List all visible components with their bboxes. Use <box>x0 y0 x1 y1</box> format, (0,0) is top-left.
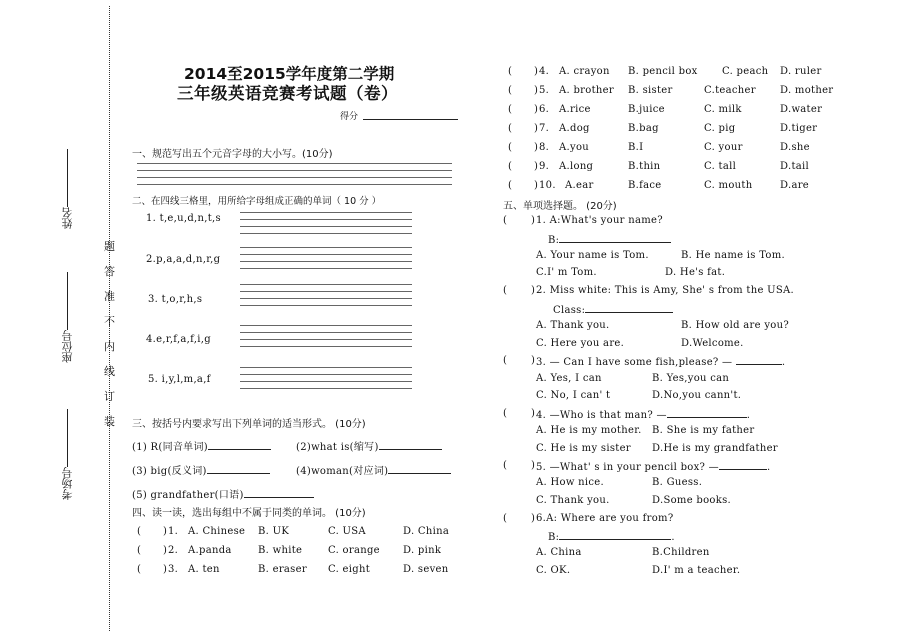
answer-bracket: ( <box>503 215 508 226</box>
option-b: B. Guess. <box>652 477 703 488</box>
exam-room-field[interactable] <box>60 405 76 500</box>
option-c: C. He is my sister <box>536 443 631 454</box>
option-c: C. mouth <box>704 180 753 191</box>
option-a: A.panda <box>188 545 232 556</box>
name-field[interactable] <box>60 145 76 229</box>
answer-blank[interactable] <box>559 233 671 243</box>
option-c: C. Thank you. <box>536 495 610 506</box>
option-c: C. peach <box>722 66 769 77</box>
answer-bracket: ( <box>503 285 508 296</box>
option-a: A.long <box>559 161 594 172</box>
option-a: A. Your name is Tom. <box>536 250 649 261</box>
option-b: B.juice <box>628 104 665 115</box>
option-a: A. crayon <box>559 66 610 77</box>
option-b: B. Yes,you can <box>652 373 730 384</box>
option-b: B. eraser <box>258 564 307 575</box>
score-blank[interactable] <box>363 119 458 120</box>
section3-heading: 三、按括号内要求写出下列单词的适当形式。 (10分) <box>132 419 366 430</box>
option-d: D. pink <box>403 545 442 556</box>
option-d: D.are <box>780 180 809 191</box>
answer-bracket: ( <box>503 408 508 419</box>
option-c: C. No, I can' t <box>536 390 611 401</box>
answer-blank[interactable] <box>207 464 270 474</box>
option-d: D.tail <box>780 161 810 172</box>
section2-item: 5. i,y,l,m,a,f <box>148 374 211 385</box>
question-stem: 3. — Can I have some fish,please? — . <box>536 357 786 368</box>
answer-line: B: . <box>548 532 675 543</box>
option-a: A. How nice. <box>536 477 604 488</box>
option-c: C. eight <box>328 564 371 575</box>
option-c: C. Here you are. <box>536 338 625 349</box>
answer-blank[interactable] <box>736 355 782 365</box>
option-b: B. pencil box <box>628 66 698 77</box>
option-c: C. pig <box>704 123 736 134</box>
option-d: D. ruler <box>780 66 822 77</box>
section2-item: 2.p,a,a,d,n,r,g <box>146 254 221 265</box>
section5-heading: 五、单项选择题。 (20分) <box>503 201 617 212</box>
option-b: B.I <box>628 142 644 153</box>
seat-number-label: 座位号 <box>61 330 74 363</box>
question-stem: 4. —Who is that man? — . <box>536 410 751 421</box>
section3-item: (2)what is(缩写) <box>296 438 442 453</box>
answer-bracket: ( <box>503 355 508 366</box>
score-label: 得分 <box>340 112 359 122</box>
option-d: D.He is my grandfather <box>652 443 778 454</box>
option-d: D. seven <box>403 564 449 575</box>
option-b: B. How old are you? <box>681 320 789 331</box>
seal-char: 内 <box>104 340 115 353</box>
name-blank[interactable] <box>68 149 69 207</box>
answer-blank[interactable] <box>208 440 271 450</box>
question-stem: 5. —What' s in your pencil box? — . <box>536 462 771 473</box>
seal-char: 线 <box>104 365 115 378</box>
question-stem: 6.A: Where are you from? <box>536 513 674 524</box>
seat-number-blank[interactable] <box>68 272 69 330</box>
option-d: D.No,you cann't. <box>652 390 742 401</box>
option-b: B. UK <box>258 526 290 537</box>
section3-item: (5) grandfather(口语) <box>132 486 314 501</box>
option-a: A. Yes, I can <box>536 373 602 384</box>
seal-char: 准 <box>104 290 115 303</box>
option-d: D.Welcome. <box>681 338 744 349</box>
option-d: D. mother <box>780 85 834 96</box>
answer-blank[interactable] <box>719 460 767 470</box>
option-a: A.dog <box>559 123 590 134</box>
option-d: D. He's fat. <box>665 267 726 278</box>
option-a: A. Thank you. <box>536 320 610 331</box>
option-a: A. China <box>536 547 582 558</box>
section2-heading: 二、在四线三格里，用所给字母组成正确的单词（ 10 分 ） <box>132 196 382 207</box>
option-a: A.rice <box>559 104 591 115</box>
exam-room-label: 考场号 <box>61 467 74 500</box>
seal-char: 订 <box>104 390 115 403</box>
answer-bracket: ( <box>503 513 508 524</box>
question-stem: 1. A:What's your name? <box>536 215 663 226</box>
option-b: B.bag <box>628 123 659 134</box>
option-c: C. milk <box>704 104 742 115</box>
section3-item: (3) big(反义词) <box>132 462 270 477</box>
option-d: D.water <box>780 104 823 115</box>
seat-number-field[interactable] <box>60 268 76 363</box>
option-c: C. USA <box>328 526 366 537</box>
option-c: C. tall <box>704 161 737 172</box>
option-a: A. ten <box>188 564 220 575</box>
option-b: B.thin <box>628 161 661 172</box>
option-c: C.teacher <box>704 85 756 96</box>
answer-blank[interactable] <box>379 440 442 450</box>
section3-item: (4)woman(对应词) <box>296 462 451 477</box>
section2-item: 3. t,o,r,h,s <box>148 294 203 305</box>
answer-blank[interactable] <box>667 408 747 418</box>
option-d: D.she <box>780 142 810 153</box>
option-a: A. brother <box>559 85 614 96</box>
option-a: A. He is my mother. <box>536 425 642 436</box>
question-stem: 2. Miss white: This is Amy, She' s from the USA. <box>536 285 795 296</box>
answer-bracket: ( <box>503 460 508 471</box>
seal-char: 装 <box>104 415 115 428</box>
section2-item: 4.e,r,f,a,f,i,g <box>146 334 211 345</box>
seal-char: 题 <box>104 240 115 253</box>
option-c: C. orange <box>328 545 380 556</box>
seal-char: 答 <box>104 265 115 278</box>
option-a: A.ear <box>565 180 594 191</box>
section2-item: 1. t,e,u,d,n,t,s <box>146 213 221 224</box>
exam-title-line1: 2014至2015学年度第二学期 <box>184 65 395 83</box>
option-b: B.face <box>628 180 662 191</box>
option-b: B. white <box>258 545 303 556</box>
option-b: B. She is my father <box>652 425 755 436</box>
option-d: D.I' m a teacher. <box>652 565 741 576</box>
answer-blank[interactable] <box>388 464 451 474</box>
section3-item: (1) R(同音单词) <box>132 438 271 453</box>
section1-heading: 一、规范写出五个元音字母的大小写。(10分) <box>132 149 333 160</box>
section4-heading: 四、读一读，选出每组中不属于同类的单词。 (10分) <box>132 508 366 519</box>
option-a: A.you <box>559 142 590 153</box>
answer-blank[interactable] <box>559 530 671 540</box>
option-b: B. sister <box>628 85 673 96</box>
answer-line: B: <box>548 233 671 246</box>
option-d: D. China <box>403 526 450 537</box>
option-d: D.Some books. <box>652 495 732 506</box>
answer-blank[interactable] <box>585 303 673 313</box>
option-c: C. OK. <box>536 565 571 576</box>
answer-line: Class: <box>553 303 673 316</box>
exam-room-blank[interactable] <box>68 409 69 467</box>
exam-title-line2: 三年级英语竞赛考试题（卷） <box>177 84 398 103</box>
option-d: D.tiger <box>780 123 818 134</box>
option-b: B. He name is Tom. <box>681 250 785 261</box>
option-c: C. your <box>704 142 743 153</box>
answer-blank[interactable] <box>244 488 314 498</box>
option-c: C.I' m Tom. <box>536 267 597 278</box>
option-a: A. Chinese <box>188 526 246 537</box>
seal-char: 不 <box>104 315 115 328</box>
name-label: 姓名 <box>61 207 74 229</box>
option-b: B.Children <box>652 547 710 558</box>
